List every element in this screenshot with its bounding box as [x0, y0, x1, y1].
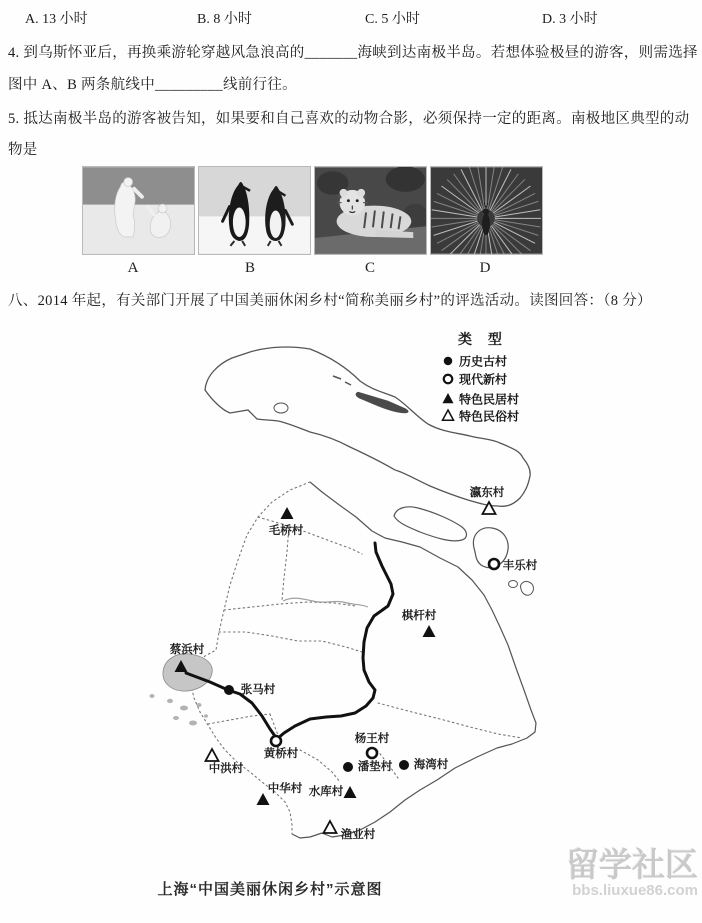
map-caption: 上海“中国美丽休闲乡村”示意图 [157, 881, 383, 898]
village-markers [170, 485, 538, 841]
village-marker-潘垫村 [343, 759, 393, 773]
village-marker-张马村 [224, 682, 276, 696]
islet-small-1 [509, 581, 518, 588]
legend-item [444, 372, 507, 387]
legend-item-label: 现代新村 [459, 372, 508, 387]
village-marker-棋杆村 [402, 608, 437, 637]
changxing-island-outline [394, 507, 467, 541]
village-marker-中洪村 [206, 749, 244, 775]
village-marker-丰乐村 [489, 558, 538, 572]
village-marker-海湾村 [399, 757, 449, 771]
choice-c: C. 5 小时 [365, 12, 420, 27]
village-marker-瀛东村 [470, 485, 505, 514]
village-label: 海湾村 [413, 759, 449, 772]
legend-item [444, 354, 507, 369]
chongming-inner-pond [274, 403, 288, 413]
islet-small-2 [521, 581, 534, 595]
shanghai-village-map [0, 320, 702, 868]
question-8-intro: 八、2014 年起，有关部门开展了中国美丽休闲乡村“简称美丽乡村”的评选活动。读图回答：（8 分） [8, 293, 652, 309]
watermark-url-text: bbs.liuxue86.com [572, 881, 698, 899]
photo-b-label: B [244, 260, 256, 276]
choice-b: B. 8 小时 [197, 12, 252, 27]
chongming-marsh-marks [333, 376, 351, 385]
polar-bears-image [83, 167, 194, 254]
village-label: 毛桥村 [268, 525, 304, 538]
huangpu-river-line [186, 543, 393, 739]
question-5-line-2: 物是 [8, 142, 38, 158]
village-label: 瀛东村 [469, 487, 505, 500]
village-label: 中洪村 [208, 763, 244, 776]
village-label: 潘垫村 [357, 761, 393, 774]
photo-d-label: D [479, 260, 491, 276]
village-label: 水库村 [308, 786, 344, 799]
photo-a-label: A [127, 260, 139, 276]
watermark-logo-text: 留学社区 [566, 846, 698, 883]
village-label: 渔业村 [340, 829, 376, 842]
legend-item-label: 特色民俗村 [459, 409, 520, 424]
question-5-line-1: 5. 抵达南极半岛的游客被告知，如果要和自己喜欢的动物合影，必须保持一定的距离。南极地区典型的动 [8, 111, 690, 127]
question-4-line-1: 4. 到乌斯怀亚后，再换乘游轮穿越风急浪高的_______海峡到达南极半岛。若想体验极昼的游客，则需选择 [8, 45, 698, 61]
choice-a: A. 13 小时 [25, 12, 88, 27]
penguins-image [199, 167, 310, 254]
legend-item [442, 392, 519, 407]
village-marker-杨王村 [354, 731, 390, 758]
legend-item-label: 历史古村 [459, 354, 508, 369]
mainland-coastline [292, 482, 536, 838]
photo-a-polar-bears [82, 166, 195, 255]
legend-title: 类 型 [458, 331, 508, 347]
village-marker-毛桥村 [269, 507, 304, 537]
legend-item [442, 409, 519, 424]
village-label: 张马村 [240, 684, 276, 697]
village-label: 杨王村 [354, 733, 390, 746]
photo-b-penguins [198, 166, 311, 255]
legend-item-label: 特色民居村 [459, 392, 520, 407]
photo-c-label: C [364, 260, 376, 276]
village-label: 黄桥村 [263, 748, 299, 761]
photo-c-tiger [314, 166, 427, 255]
village-label: 棋杆村 [401, 610, 437, 623]
village-label: 中华村 [267, 783, 303, 796]
tiger-image [315, 167, 426, 254]
watermark [566, 848, 698, 898]
lake-islets [150, 694, 209, 726]
chongming-island-outline [205, 347, 530, 506]
village-label: 蔡浜村 [169, 644, 205, 657]
village-marker-渔业村 [324, 821, 376, 841]
village-marker-水库村 [309, 784, 357, 798]
peacock-image [431, 167, 542, 254]
village-label: 丰乐村 [502, 560, 538, 573]
choice-d: D. 3 小时 [542, 12, 598, 27]
question-4-line-2: 图中 A、B 两条航线中_________线前行往。 [8, 77, 297, 93]
photo-d-peacock [430, 166, 543, 255]
village-marker-中华村 [257, 781, 303, 805]
village-marker-黄桥村 [264, 736, 299, 760]
map-legend [442, 331, 519, 424]
chongming-river-sliver [356, 392, 408, 413]
